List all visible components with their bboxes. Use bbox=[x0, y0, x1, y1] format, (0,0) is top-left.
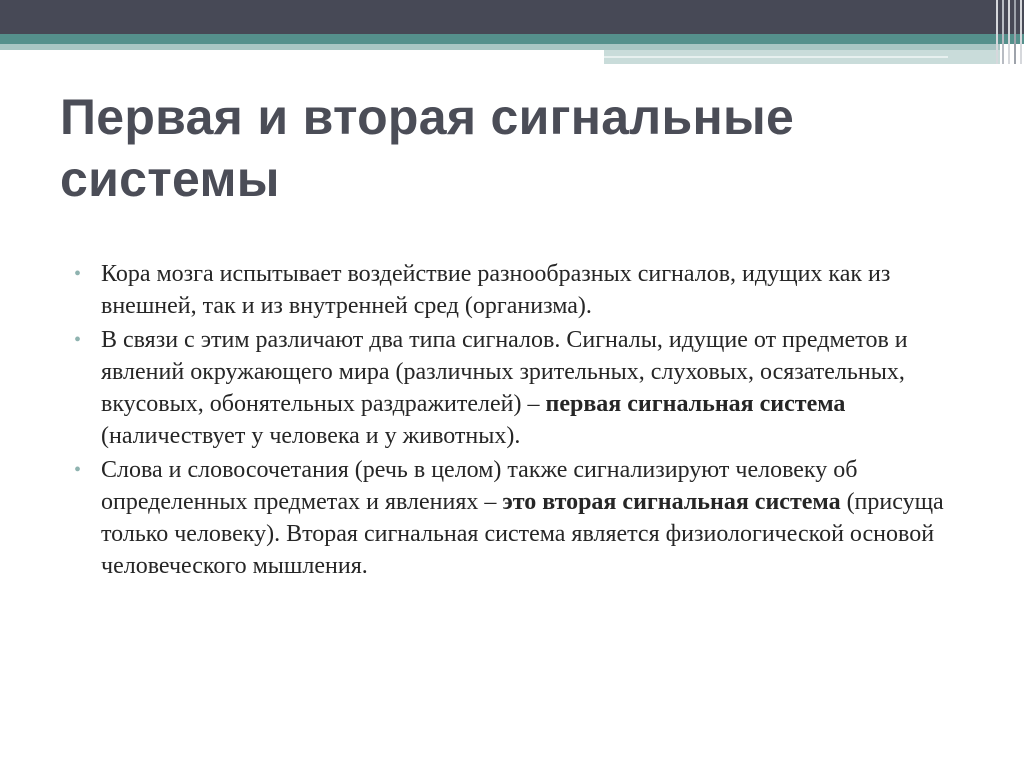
bullet-dot-icon: • bbox=[74, 263, 82, 285]
bullet-dot-icon: • bbox=[74, 329, 82, 351]
header-band-dark bbox=[0, 0, 1024, 34]
header-band-teal bbox=[0, 34, 1024, 44]
bullet-text-cont: (присуща только человеку). Вторая сигнальная система является физиологической основой человеческого мышления. bbox=[101, 489, 944, 579]
bullet-list bbox=[74, 258, 974, 584]
bullet-emphasis: это вторая сигнальная система bbox=[502, 489, 841, 515]
bullet-text: Кора мозга испытывает воздействие разнообразных сигналов, идущих как из внешней, так и из внутренней сред (организма). bbox=[101, 261, 891, 319]
slide-title bbox=[60, 86, 960, 210]
bullet-text: В связи с этим различают два типа сигналов. Сигналы, идущие от предметов и явлений окружающего мира (различных зрительных, слуховых, осязательных, вкусовых, обонятельных раздражителей) – bbox=[101, 327, 908, 417]
bullet-item-2 bbox=[74, 324, 974, 452]
decorative-stripes bbox=[992, 0, 1024, 64]
bullet-text: Слова и словосочетания (речь в целом) также сигнализируют человеку об определенных предметах и явлениях – bbox=[101, 457, 858, 515]
bullet-item-1 bbox=[74, 258, 974, 322]
bullet-item-3 bbox=[74, 454, 974, 582]
title-line-1: Первая и вторая сигнальные bbox=[60, 89, 795, 145]
header-band-line bbox=[604, 56, 948, 58]
bullet-dot-icon: • bbox=[74, 459, 82, 481]
title-line-2: системы bbox=[60, 151, 280, 207]
bullet-text-cont: (наличествует у человека и у животных). bbox=[101, 423, 521, 449]
bullet-emphasis: первая сигнальная система bbox=[545, 391, 846, 417]
